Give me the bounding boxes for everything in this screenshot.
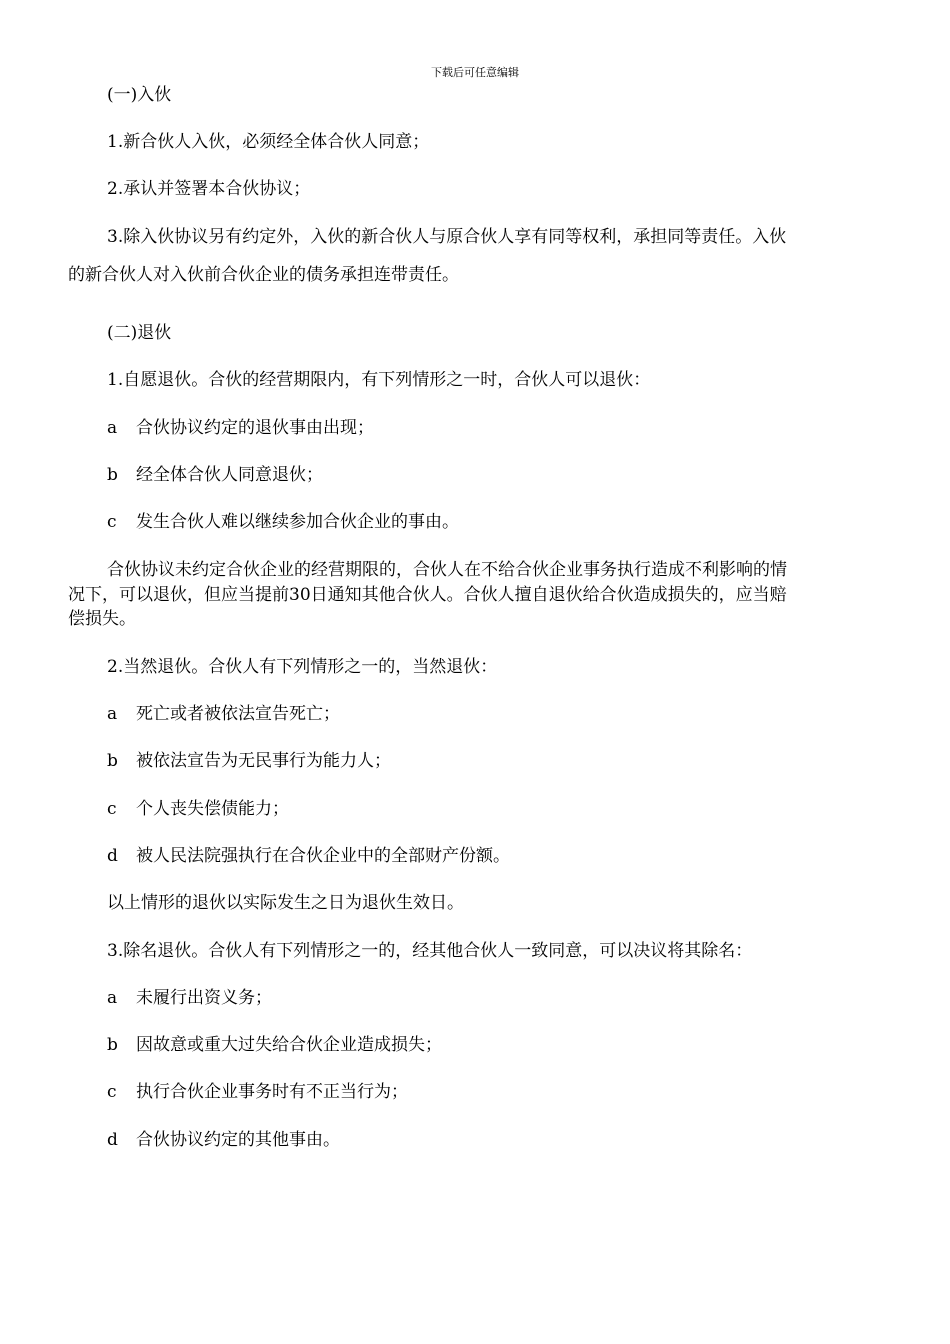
list-marker: b <box>107 465 118 485</box>
list-marker: d <box>107 1130 118 1150</box>
list-item <box>107 750 391 772</box>
list-item-text: 被人民法院强执行在合伙企业中的全部财产份额。 <box>136 846 510 866</box>
list-item-text: 发生合伙人难以继续参加合伙企业的事由。 <box>136 512 459 532</box>
list-item-text: 执行合伙企业事务时有不正当行为； <box>136 1082 408 1102</box>
list-item <box>107 1129 340 1151</box>
list-marker: b <box>107 751 118 771</box>
list-item <box>107 845 510 867</box>
list-item <box>107 703 340 725</box>
page-header: 下载后可任意编辑 <box>431 66 519 79</box>
list-marker: c <box>107 1082 117 1102</box>
join-item-2: 2.承认并签署本合伙协议； <box>107 179 311 199</box>
voluntary-title: 1.自愿退伙。合伙的经营期限内，有下列情形之一时，合伙人可以退伙： <box>107 370 651 390</box>
list-item <box>107 1081 408 1103</box>
list-marker: c <box>107 512 117 532</box>
expulsion-title: 3.除名退伙。合伙人有下列情形之一的，经其他合伙人一致同意，可以决议将其除名： <box>107 941 753 961</box>
automatic-title: 2.当然退伙。合伙人有下列情形之一的，当然退伙： <box>107 657 498 677</box>
list-marker: c <box>107 799 117 819</box>
list-item-text: 经全体合伙人同意退伙； <box>136 465 323 485</box>
list-marker: a <box>107 418 118 438</box>
list-marker: d <box>107 846 118 866</box>
automatic-note: 以上情形的退伙以实际发生之日为退伙生效日。 <box>107 893 464 913</box>
list-item <box>107 798 289 820</box>
section-heading-join: (一)入伙 <box>107 85 172 105</box>
list-marker: b <box>107 1035 118 1055</box>
list-item <box>107 987 272 1009</box>
list-item-text: 被依法宣告为无民事行为能力人； <box>136 751 391 771</box>
list-item <box>107 511 459 533</box>
list-item-text: 未履行出资义务； <box>136 988 272 1008</box>
section-heading-withdraw: (二)退伙 <box>107 323 172 343</box>
list-item-text: 个人丧失偿债能力； <box>136 799 289 819</box>
list-item-text: 因故意或重大过失给合伙企业造成损失； <box>136 1035 442 1055</box>
list-marker: a <box>107 704 118 724</box>
list-item-text: 合伙协议约定的退伙事由出现； <box>136 418 374 438</box>
list-marker: a <box>107 988 118 1008</box>
list-item <box>107 464 323 486</box>
voluntary-paragraph-line-2: 况下，可以退伙，但应当提前30日通知其他合伙人。合伙人擅自退伙给合伙造成损失的，应当赔 <box>68 585 787 605</box>
join-item-3-line-1: 3.除入伙协议另有约定外，入伙的新合伙人与原合伙人享有同等权利，承担同等责任。入伙 <box>107 227 787 247</box>
voluntary-paragraph-line-3: 偿损失。 <box>68 609 136 629</box>
list-item <box>107 417 374 439</box>
list-item <box>107 1034 442 1056</box>
join-item-3-line-2: 的新合伙人对入伙前合伙企业的债务承担连带责任。 <box>68 265 459 285</box>
join-item-1: 1.新合伙人入伙，必须经全体合伙人同意； <box>107 132 430 152</box>
voluntary-paragraph-line-1: 合伙协议未约定合伙企业的经营期限的，合伙人在不给合伙企业事务执行造成不利影响的情 <box>107 560 787 580</box>
list-item-text: 死亡或者被依法宣告死亡； <box>136 704 340 724</box>
list-item-text: 合伙协议约定的其他事由。 <box>136 1130 340 1150</box>
